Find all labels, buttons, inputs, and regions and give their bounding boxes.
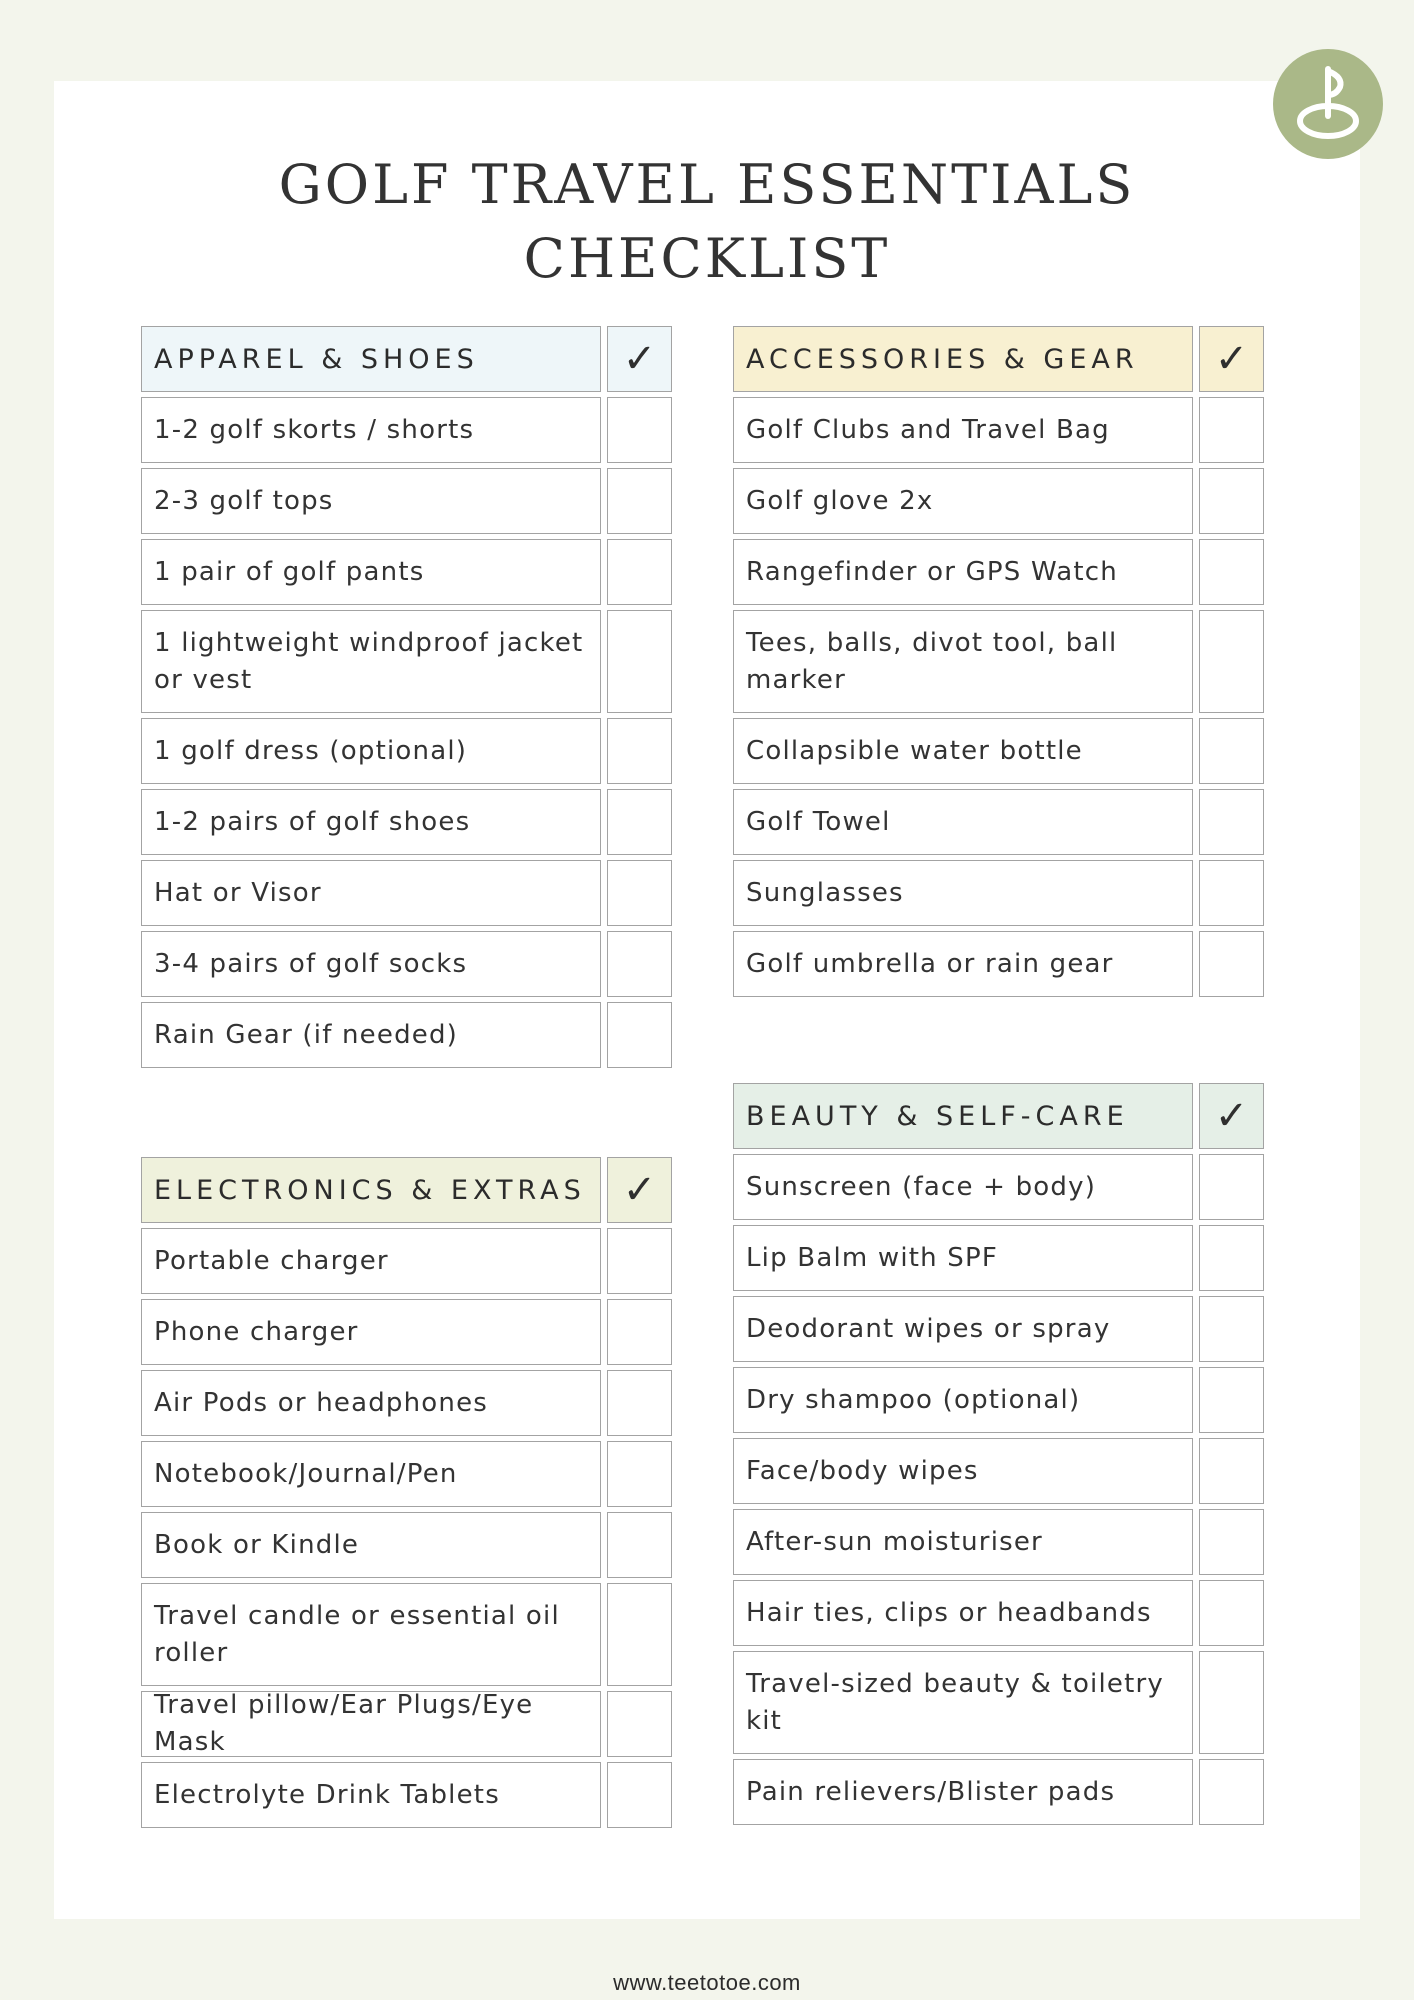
checkbox[interactable]	[607, 1228, 672, 1294]
checklist-row	[733, 789, 1268, 855]
page-title	[0, 148, 1414, 296]
checklist-row	[733, 1367, 1268, 1433]
checklist-row	[733, 1580, 1268, 1646]
section-header-row	[733, 1083, 1268, 1149]
checklist-item-label: 1-2 pairs of golf shoes	[141, 789, 601, 855]
checklist-item-label: Sunglasses	[733, 860, 1193, 926]
checkbox[interactable]	[1199, 1154, 1264, 1220]
checklist-item-label: Lip Balm with SPF	[733, 1225, 1193, 1291]
checklist-row	[141, 1512, 676, 1578]
checklist-row	[141, 718, 676, 784]
checklist-item-label: Dry shampoo (optional)	[733, 1367, 1193, 1433]
checklist-item-label: Electrolyte Drink Tablets	[141, 1762, 601, 1828]
checklist-row	[141, 1228, 676, 1294]
checklist-item-label: Face/body wipes	[733, 1438, 1193, 1504]
header-checkmark-cell	[607, 1157, 672, 1223]
checkmark-icon: ✓	[1214, 336, 1249, 382]
checklist-row	[141, 539, 676, 605]
section-header: ACCESSORIES & GEAR	[733, 326, 1193, 392]
checklist-item-label: Rangefinder or GPS Watch	[733, 539, 1193, 605]
checkbox[interactable]	[1199, 1367, 1264, 1433]
checklist-row	[733, 1509, 1268, 1575]
checkbox[interactable]	[607, 718, 672, 784]
checklist-row	[733, 1154, 1268, 1220]
checklist-item-label: Tees, balls, divot tool, ball marker	[733, 610, 1193, 713]
checklist-item-label: Book or Kindle	[141, 1512, 601, 1578]
checkmark-icon: ✓	[622, 336, 657, 382]
title-line-2: CHECKLIST	[523, 227, 891, 290]
checklist-item-label: After-sun moisturiser	[733, 1509, 1193, 1575]
checklist-row	[733, 718, 1268, 784]
checkbox[interactable]	[607, 1762, 672, 1828]
checklist-item-label: Golf glove 2x	[733, 468, 1193, 534]
section-header-row	[141, 1157, 676, 1223]
logo	[1273, 49, 1383, 159]
checkbox[interactable]	[607, 931, 672, 997]
checklist-item-label: Deodorant wipes or spray	[733, 1296, 1193, 1362]
title-line-1: GOLF TRAVEL ESSENTIALS	[278, 153, 1136, 216]
checklist-item-label: Golf Towel	[733, 789, 1193, 855]
checkbox[interactable]	[607, 539, 672, 605]
checklist-row	[733, 931, 1268, 997]
checklist-row	[141, 468, 676, 534]
checklist-row	[733, 1296, 1268, 1362]
checkbox[interactable]	[607, 1441, 672, 1507]
checklist-row	[141, 1691, 676, 1757]
checklist-row	[141, 1762, 676, 1828]
checkbox[interactable]	[1199, 397, 1264, 463]
section-header: BEAUTY & SELF-CARE	[733, 1083, 1193, 1149]
header-checkmark-cell	[1199, 326, 1264, 392]
checklist-row	[733, 860, 1268, 926]
checkbox[interactable]	[607, 397, 672, 463]
checkbox[interactable]	[607, 1583, 672, 1686]
checklist-item-label: Air Pods or headphones	[141, 1370, 601, 1436]
checkbox[interactable]	[1199, 1651, 1264, 1754]
checklist-row	[733, 397, 1268, 463]
checklist-item-label: Golf Clubs and Travel Bag	[733, 397, 1193, 463]
checklist-item-label: Hair ties, clips or headbands	[733, 1580, 1193, 1646]
section-beauty-self-care	[733, 1083, 1268, 1830]
checklist-row	[733, 1651, 1268, 1754]
section-header: APPAREL & SHOES	[141, 326, 601, 392]
golf-flag-hole-icon	[1273, 49, 1383, 159]
checklist-row	[733, 539, 1268, 605]
checklist-item-label: 1 lightweight windproof jacket or vest	[141, 610, 601, 713]
checkbox[interactable]	[1199, 1580, 1264, 1646]
checklist-item-label: Phone charger	[141, 1299, 601, 1365]
checklist-row	[141, 1370, 676, 1436]
section-header-row	[141, 326, 676, 392]
checkbox[interactable]	[1199, 610, 1264, 713]
checkbox[interactable]	[1199, 1438, 1264, 1504]
checklist-item-label: 1-2 golf skorts / shorts	[141, 397, 601, 463]
checkbox[interactable]	[1199, 860, 1264, 926]
checklist-item-label: Travel pillow/Ear Plugs/Eye Mask	[141, 1691, 601, 1757]
checklist-item-label: Travel candle or essential oil roller	[141, 1583, 601, 1686]
checkbox[interactable]	[607, 860, 672, 926]
checklist-item-label: Golf umbrella or rain gear	[733, 931, 1193, 997]
section-electronics-extras	[141, 1157, 676, 1833]
checklist-item-label: Rain Gear (if needed)	[141, 1002, 601, 1068]
checklist-row	[141, 397, 676, 463]
checklist-row	[733, 1225, 1268, 1291]
checkbox[interactable]	[607, 789, 672, 855]
checklist-item-label: Notebook/Journal/Pen	[141, 1441, 601, 1507]
section-apparel-shoes	[141, 326, 676, 1073]
checklist-item-label: Travel-sized beauty & toiletry kit	[733, 1651, 1193, 1754]
checkbox[interactable]	[607, 1691, 672, 1757]
checkbox[interactable]	[1199, 1225, 1264, 1291]
section-header: ELECTRONICS & EXTRAS	[141, 1157, 601, 1223]
checklist-item-label: 3-4 pairs of golf socks	[141, 931, 601, 997]
checklist-row	[733, 468, 1268, 534]
checkmark-icon: ✓	[1214, 1093, 1249, 1139]
checklist-item-label: Collapsible water bottle	[733, 718, 1193, 784]
checklist-item-label: Portable charger	[141, 1228, 601, 1294]
checkbox[interactable]	[1199, 1759, 1264, 1825]
checkbox[interactable]	[1199, 1509, 1264, 1575]
checklist-row	[141, 860, 676, 926]
checkbox[interactable]	[1199, 539, 1264, 605]
checklist-row	[141, 610, 676, 713]
section-accessories-gear	[733, 326, 1268, 1002]
checklist-item-label: 1 golf dress (optional)	[141, 718, 601, 784]
checkbox[interactable]	[607, 1002, 672, 1068]
checkbox[interactable]	[1199, 468, 1264, 534]
checklist-row	[141, 1002, 676, 1068]
checklist-item-label: 2-3 golf tops	[141, 468, 601, 534]
checkbox[interactable]	[607, 1370, 672, 1436]
checkbox[interactable]	[1199, 1296, 1264, 1362]
section-header-row	[733, 326, 1268, 392]
checkmark-icon: ✓	[622, 1167, 657, 1213]
checkbox[interactable]	[1199, 931, 1264, 997]
checkbox[interactable]	[607, 468, 672, 534]
checklist-item-label: 1 pair of golf pants	[141, 539, 601, 605]
checkbox[interactable]	[607, 610, 672, 713]
header-checkmark-cell	[1199, 1083, 1264, 1149]
checklist-row	[141, 1441, 676, 1507]
checkbox[interactable]	[1199, 789, 1264, 855]
header-checkmark-cell	[607, 326, 672, 392]
checkbox[interactable]	[607, 1512, 672, 1578]
checklist-row	[141, 1299, 676, 1365]
checklist-row	[733, 1759, 1268, 1825]
checklist-item-label: Hat or Visor	[141, 860, 601, 926]
checklist-item-label: Sunscreen (face + body)	[733, 1154, 1193, 1220]
checkbox[interactable]	[1199, 718, 1264, 784]
checklist-row	[141, 931, 676, 997]
checklist-row	[733, 610, 1268, 713]
footer-url: www.teetotoe.com	[613, 1970, 801, 1995]
checklist-item-label: Pain relievers/Blister pads	[733, 1759, 1193, 1825]
checklist-row	[733, 1438, 1268, 1504]
checkbox[interactable]	[607, 1299, 672, 1365]
checklist-row	[141, 789, 676, 855]
checklist-row	[141, 1583, 676, 1686]
